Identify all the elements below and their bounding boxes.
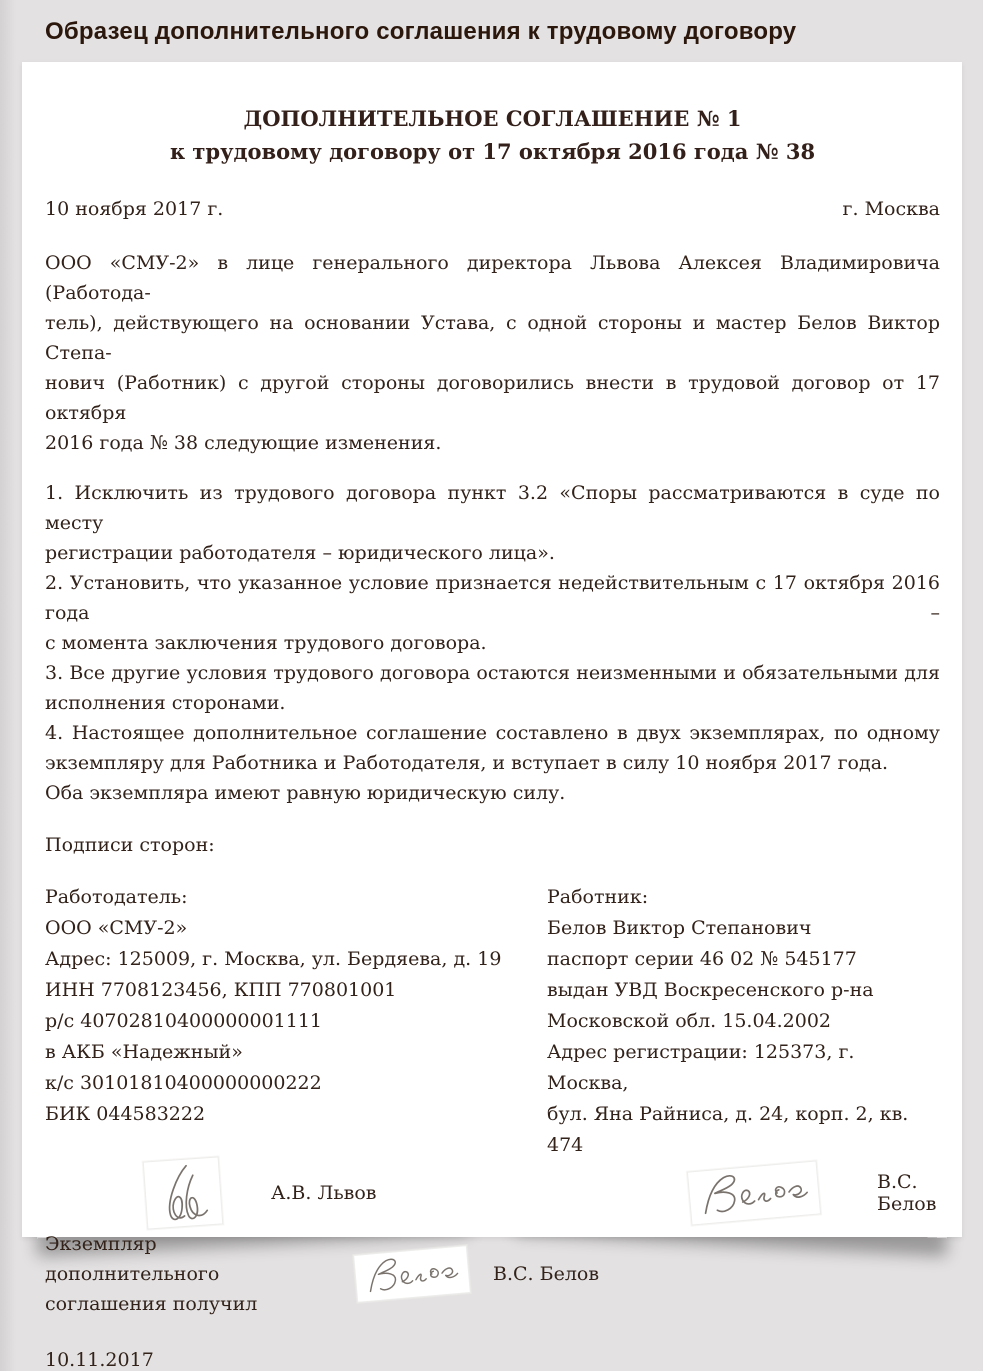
employer-signature-block	[45, 1159, 547, 1227]
clause-line: 1. Исключить из трудового договора пункт 3.2 «Споры рассматриваются в суде по месту	[45, 482, 940, 534]
employee-line: Московской обл. 15.04.2002	[547, 1010, 832, 1032]
employee-line: Белов Виктор Степанович	[547, 917, 812, 939]
clause-line: с момента заключения трудового договора.	[45, 632, 487, 654]
employee-line: выдан УВД Воскресенского р-на	[547, 979, 874, 1001]
clause-line: экземпляру для Работника и Работодателя, и вступает в силу 10 ноября 2017 года.	[45, 752, 889, 774]
employee-line: бул. Яна Райниса, д. 24, корп. 2, кв. 474	[547, 1103, 909, 1156]
intro-line: ООО «СМУ-2» в лице генерального директора Львова Алексея Владимировича (Работода-	[45, 252, 940, 304]
clause-line: 3. Все другие условия трудового договора остаются неизменными и обязательными для	[45, 662, 940, 684]
signatures-heading: Подписи сторон:	[45, 834, 215, 856]
employer-line: к/с 30101810400000000222	[45, 1072, 322, 1094]
employee-label: Работник:	[547, 886, 649, 908]
document-date: 10 ноября 2017 г.	[45, 198, 224, 220]
document-paper	[22, 62, 962, 1371]
parties-columns	[45, 882, 940, 1161]
employee-signature-name: В.С. Белов	[877, 1171, 937, 1215]
signature-belov-icon	[687, 1160, 821, 1225]
receipt-line: соглашения получил	[45, 1293, 258, 1315]
document-heading-line1: ДОПОЛНИТЕЛЬНОЕ СОГЛАШЕНИЕ № 1	[243, 106, 742, 131]
intro-paragraph	[45, 248, 940, 458]
clause-line: исполнения сторонами.	[45, 692, 286, 714]
employer-line: Адрес: 125009, г. Москва, ул. Бердяева, д. 19	[45, 948, 502, 970]
employer-line: р/с 40702810400000001111	[45, 1010, 323, 1032]
receipt-block	[45, 1229, 940, 1319]
employer-line: в АКБ «Надежный»	[45, 1041, 243, 1063]
employer-label: Работодатель:	[45, 886, 188, 908]
document-heading	[45, 102, 940, 168]
employer-line: ИНН 7708123456, КПП 770801001	[45, 979, 397, 1001]
employer-signature-name: А.В. Львов	[271, 1182, 377, 1204]
employer-line: БИК 044583222	[45, 1103, 206, 1125]
signature-lvov-icon	[143, 1156, 224, 1229]
document-city: г. Москва	[842, 198, 940, 220]
employee-column	[547, 882, 940, 1161]
signature-row	[45, 1161, 940, 1225]
document-heading-line2: к трудовому договору от 17 октября 2016 года № 38	[169, 139, 816, 164]
intro-line: тель), действующего на основании Устава, с одной стороны и мастер Белов Виктор Степа-	[45, 312, 940, 364]
employee-signature-block	[547, 1166, 940, 1220]
receipt-signature-name: В.С. Белов	[493, 1263, 600, 1285]
clauses-list	[45, 478, 940, 808]
signature-belov-receipt-icon	[353, 1245, 471, 1303]
footer-date: 10.11.2017	[45, 1349, 154, 1371]
clause-line: регистрации работодателя – юридического лица».	[45, 542, 555, 564]
receipt-line: Экземпляр дополнительного	[45, 1233, 220, 1285]
page-title: Образец дополнительного соглашения к трудовому договору	[45, 18, 797, 45]
clause-line: 4. Настоящее дополнительное соглашение составлено в двух экземплярах, по одному	[45, 722, 940, 744]
intro-line: 2016 года № 38 следующие изменения.	[45, 432, 442, 454]
employer-line: ООО «СМУ-2»	[45, 917, 188, 939]
employee-line: паспорт серии 46 02 № 545177	[547, 948, 857, 970]
intro-line: нович (Работник) с другой стороны договорились внести в трудовой договор от 17 октября	[45, 372, 940, 424]
employee-line: Адрес регистрации: 125373, г. Москва,	[547, 1041, 855, 1094]
clause-line: 2. Установить, что указанное условие признается недействительным с 17 октября 2016 года –	[45, 572, 940, 624]
clause-line: Оба экземпляра имеют равную юридическую силу.	[45, 782, 566, 804]
date-row	[45, 194, 940, 224]
employer-column	[45, 882, 547, 1161]
receipt-text	[45, 1229, 337, 1319]
